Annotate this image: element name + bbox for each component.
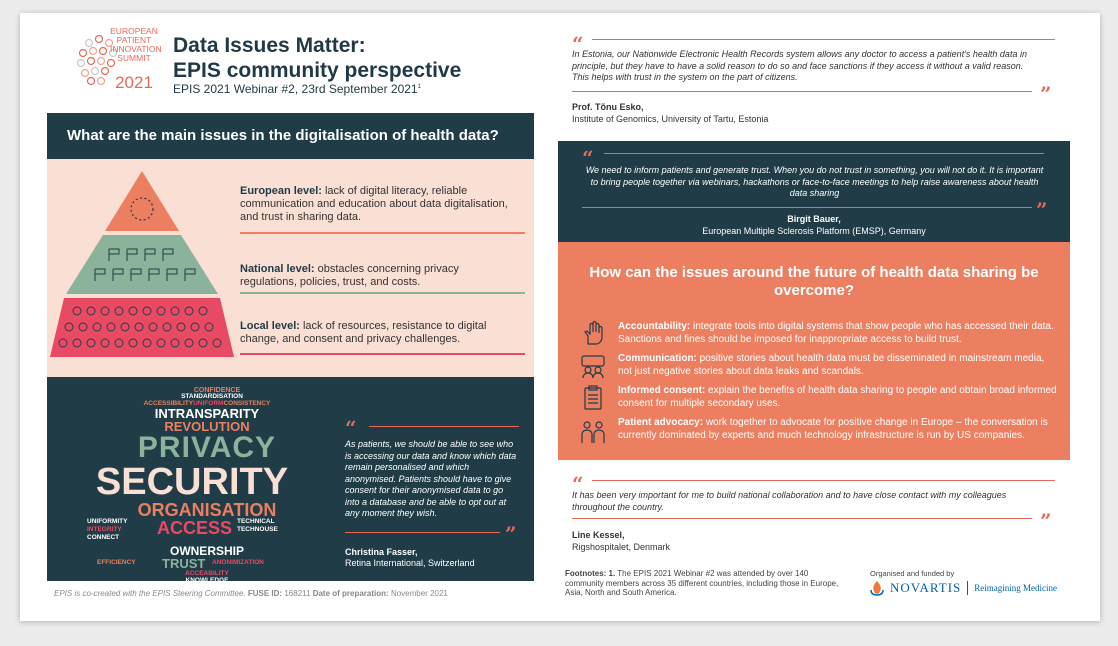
open-quote-icon: “ <box>345 416 357 440</box>
cloud-word: INTRANSPARITY <box>154 406 260 421</box>
cloud-word: UNIFORM <box>193 399 224 407</box>
quote-org: Institute of Genomics, University of Tartu, Estonia <box>572 114 769 124</box>
quote-org: Retina International, Switzerland <box>345 558 475 568</box>
european-divider <box>240 232 525 234</box>
logo-wordmark: EUROPEAN PATIENT INNOVATION SUMMIT <box>110 26 162 63</box>
cloud-word: UNDERSTANDING <box>178 583 236 590</box>
cloud-word: STANDARDISATION <box>181 393 243 400</box>
quote-rule <box>369 426 519 427</box>
footnotes: Footnotes: 1. The EPIS 2021 Webinar #2 was attended by over 140 community members across 35 different countries, including those in Europe, Asia, North and South America. <box>565 569 839 597</box>
quote-bauer <box>558 141 1070 242</box>
solution-advocacy: Patient advocacy: work together to advocate for positive change in Europe – the conversation is currently dominated by experts and much technology infrastructure is run by US companies. <box>618 417 1048 441</box>
cloud-word: CONSISTENCY <box>223 399 271 407</box>
open-quote-icon: “ <box>582 146 594 170</box>
novartis-flame-icon <box>870 580 884 596</box>
quote-author: Christina Fasser, <box>345 547 418 557</box>
quote-rule <box>582 207 1032 208</box>
solution-consent: Informed consent: explain the benefits of health data sharing to people and obtain broad informed consent for multiple secondary uses. <box>618 385 1057 409</box>
cloud-word: ORGANISATION <box>137 500 277 520</box>
solutions-section <box>558 242 1070 460</box>
cloud-word: TECHNOUSE <box>237 526 278 533</box>
novartis-brand: NOVARTIS <box>890 580 962 595</box>
open-quote-icon: “ <box>572 32 584 56</box>
page-title: Data Issues Matter: EPIS community perspective <box>173 34 462 82</box>
quote-author: Prof. Tõnu Esko, <box>572 102 644 112</box>
quote-text: It has been very important for me to build national collaboration and to have close contact with my colleagues throughout the country. <box>572 490 1007 512</box>
cloud-word: KNOWLEDGE <box>185 576 229 584</box>
cloud-word: TECHNICAL <box>237 518 275 525</box>
novartis-divider <box>967 581 968 595</box>
cloud-word: EFFICIENCY <box>97 559 136 566</box>
cloud-word: INTEGRITY <box>87 526 122 533</box>
pyramid-icon <box>47 159 237 377</box>
footer-left: EPIS is co-created with the EPIS Steering Committee. FUSE ID: 168211 Date of preparation: November 2021 <box>54 589 448 598</box>
funded-label: Organised and funded by <box>870 569 955 578</box>
cloud-word: TRUST <box>162 556 206 571</box>
logo-year: 2021 <box>115 73 153 92</box>
people-icon <box>580 353 606 379</box>
solutions-heading: How can the issues around the future of health data sharing be overcome? <box>589 264 1039 299</box>
solution-accountability: Accountability: integrate tools into digital systems that show people who has accessed their data. Sanctions and fines should be imposed for inappropriate access to build trust. <box>618 321 1054 345</box>
cloud-word: ACCEABILITY <box>185 570 229 577</box>
clipboard-icon <box>580 385 606 411</box>
quote-rule <box>345 532 500 533</box>
cloud-word: ACCESS <box>157 518 233 538</box>
quote-rule <box>604 153 1044 154</box>
hand-icon <box>580 320 606 346</box>
quote-rule <box>572 518 1032 519</box>
cloud-word: CONFIDENCE <box>193 387 241 394</box>
quote-author: Birgit Bauer, <box>787 214 841 224</box>
local-level: Local level: lack of resources, resistance to digital change, and consent and privacy challenges. <box>240 320 487 345</box>
quote-text: In Estonia, our Nationwide Electronic Health Records system allows any doctor to access a patient's health data in principle, but they have to have a solid reason to do so and face sanctions if they access it without a valid reason. This helps with trust in the system on the part of citizens. <box>572 49 1027 82</box>
close-quote-icon: ” <box>1040 509 1052 533</box>
infographic-page <box>20 13 1100 621</box>
quote-text: We need to inform patients and generate trust. When you do not trust in something, you will not do it. It is important to bring people together via webinars, hackathons or face-to-face meetings to help raise awareness about health data sharing <box>585 165 1044 198</box>
page-subtitle: EPIS 2021 Webinar #2, 23rd September 2021$^1$ <box>173 82 421 96</box>
novartis-tagline: Reimagining Medicine <box>974 583 1058 593</box>
cloud-word: SECURITY <box>95 461 289 503</box>
novartis-logo <box>870 580 1057 596</box>
close-quote-icon: ” <box>1036 198 1048 222</box>
quote-org: Rigshospitalet, Denmark <box>572 542 671 552</box>
cloud-word: CONNECT <box>87 534 120 541</box>
cloud-word: REVOLUTION <box>164 419 250 434</box>
pyramid-section <box>47 159 534 377</box>
close-quote-icon: ” <box>1040 82 1052 106</box>
quote-kessel <box>558 471 1070 556</box>
national-level: National level: obstacles concerning privacy regulations, policies, trust, and costs. <box>240 263 459 288</box>
cloud-word: OWNERSHIP <box>169 544 244 558</box>
quote-text: As patients, we should be able to see who is accessing our data and know which data remain personalised and which anonymised. Patients should have to give consent for their anonymised data to go into a database and be able to opt out at any moment they wish. <box>345 439 517 518</box>
european-level: European level: lack of digital literacy, reliable communication and education about data digitalisation, and trust in sharing data. <box>240 185 508 223</box>
group-icon <box>580 419 606 445</box>
quote-org: European Multiple Sclerosis Platform (EMSP), Germany <box>702 226 926 236</box>
open-quote-icon: “ <box>572 472 584 496</box>
word-cloud <box>87 387 327 590</box>
cloud-word: ACCESSIBILITY <box>143 399 194 407</box>
issues-heading: What are the main issues in the digitalisation of health data? <box>47 113 534 159</box>
word-cloud-section <box>47 377 534 590</box>
cloud-word: ANONIMIZATION <box>212 559 264 566</box>
cloud-word: PRIVACY <box>137 431 277 464</box>
quote-rule <box>592 480 1055 481</box>
quote-rule <box>572 91 1032 92</box>
cloud-word: UNIFORMITY <box>87 518 128 525</box>
quote-esko <box>558 29 1070 129</box>
local-divider <box>240 353 525 355</box>
quote-author: Line Kessel, <box>572 530 625 540</box>
national-divider <box>240 292 525 294</box>
solution-communication: Communication: positive stories about health data must be disseminated in mainstream media, not just negative stories about data leaks and scandals. <box>618 353 1045 377</box>
close-quote-icon: ” <box>505 522 517 546</box>
quote-rule <box>592 39 1055 40</box>
